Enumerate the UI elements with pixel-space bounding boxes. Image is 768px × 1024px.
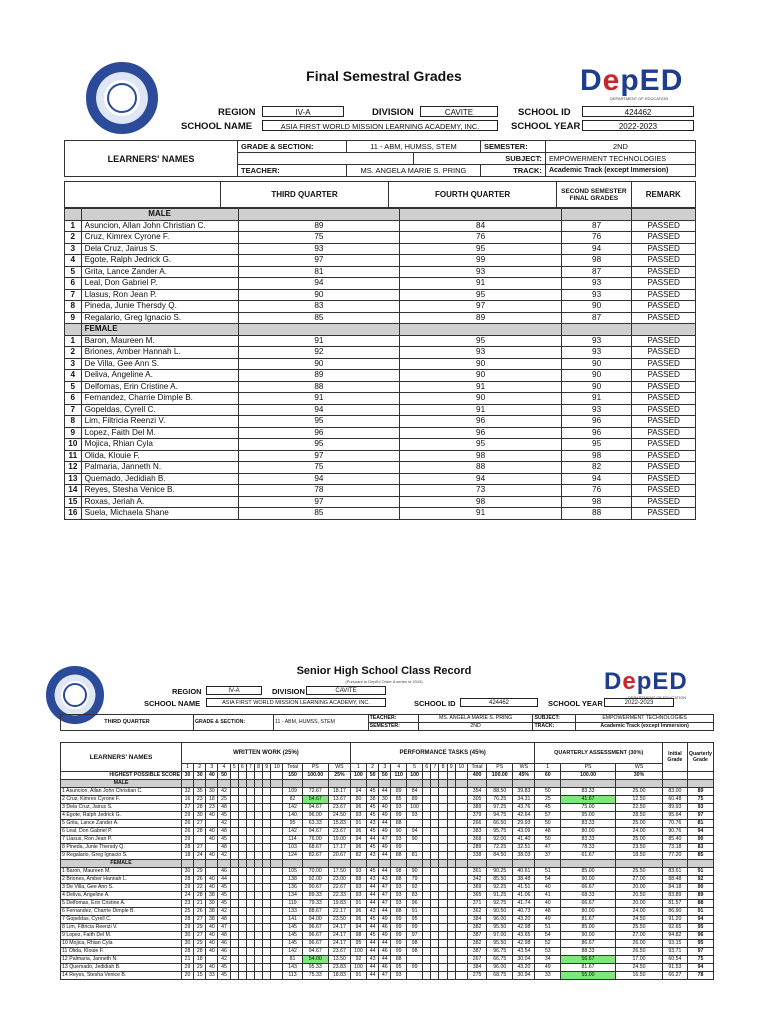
student-name: Gopeldas, Cyrell C.: [81, 404, 238, 416]
student-name: 5 Grita, Lance Zander A.: [61, 820, 182, 828]
remark: PASSED: [632, 243, 696, 255]
final-grade: 93: [561, 335, 631, 347]
section-row: MALE: [61, 780, 714, 788]
student-row: 3 Dela Cruz, Jairus S. 93 95 94 PASSED: [65, 243, 696, 255]
teacher-value: MS. ANGELA MARIE S. PRING: [347, 165, 481, 177]
final-grade: 76: [561, 485, 631, 497]
student-row: 5 Delfomas, Erin Cristine A. 88 91 90 PASSED: [65, 381, 696, 393]
student-name: Reyes, Stesha Venice B.: [81, 485, 238, 497]
record-row: 1 Asuncion, Allan John Christian C. 32 35 30 42 109 72.67 18.17 94 45 44 89 84 354 88.50 39.83 50 83.33 25.00 83.00 89: [61, 788, 714, 796]
student-name: 9 Lopez, Faith Del M.: [61, 932, 182, 940]
page-title: Final Semestral Grades: [306, 68, 462, 84]
third-quarter-grade: 89: [238, 220, 400, 232]
student-name: 3 Dela Cruz, Jairus S.: [61, 804, 182, 812]
school-year-label: SCHOOL YEAR: [511, 121, 581, 132]
fourth-quarter-grade: 96: [400, 416, 562, 428]
student-row: 6 Leal, Don Gabriel P. 94 91 93 PASSED: [65, 278, 696, 290]
fourth-quarter-grade: 95: [400, 335, 562, 347]
third-quarter-grade: 97: [238, 450, 400, 462]
remark: PASSED: [632, 393, 696, 405]
quarter-label: THIRD QUARTER: [61, 715, 194, 731]
final-grade: 91: [561, 393, 631, 405]
school-name-label: SCHOOL NAME: [181, 121, 253, 132]
fourth-quarter-grade: 99: [400, 255, 562, 267]
class-record-header: THIRD QUARTER GRADE & SECTION: 11 - ABM, HUMSS, STEM TEACHER: MS. ANGELA MARIE S. PRING SUBJECT: EMPOWERMENT TECHNOLOGIES SEMESTER: 2ND TRACK: Academic Track (except Immersion): [60, 714, 714, 731]
third-quarter-grade: 89: [238, 370, 400, 382]
record-row: 10 Mojica, Rhian Cyla 30 29 40 46 145 96.67 24.17 95 44 44 99 98 382 95.50 42.98 52 86.67 26.00 93.15 95: [61, 940, 714, 948]
section-row: FEMALE: [65, 324, 696, 336]
third-quarter-grade: 95: [238, 416, 400, 428]
quarterly-assessment-header: QUARTERLY ASSESSMENT (30%): [535, 743, 663, 764]
final-grades-header: SECOND SEMESTER FINAL GRADES: [557, 182, 631, 208]
record-row: 4 Egote, Ralph Jedrick G. 29 30 40 45 140 96.00 24.50 93 45 49 99 93 379 94.75 42.64 57 95.00 28.50 95.64 97: [61, 812, 714, 820]
fourth-quarter-grade: 76: [400, 232, 562, 244]
final-grade: 90: [561, 381, 631, 393]
student-row: 14 Reyes, Stesha Venice B. 78 73 76 PASSED: [65, 485, 696, 497]
student-name: 1 Baron, Maureen M.: [61, 868, 182, 876]
fourth-quarter-grade: 91: [400, 278, 562, 290]
third-quarter-grade: 75: [238, 462, 400, 474]
third-quarter-grade: 90: [238, 358, 400, 370]
remark: PASSED: [632, 462, 696, 474]
student-name: Dela Cruz, Jairus S.: [81, 243, 238, 255]
remark: PASSED: [632, 232, 696, 244]
student-name: Llasus, Ron Jean P.: [81, 289, 238, 301]
student-name: 1 Asuncion, Allan John Christian C.: [61, 788, 182, 796]
fourth-quarter-grade: 96: [400, 427, 562, 439]
third-quarter-grade: 93: [238, 243, 400, 255]
third-quarter-grade: 81: [238, 266, 400, 278]
remark: PASSED: [632, 450, 696, 462]
fourth-quarter-grade: 90: [400, 358, 562, 370]
third-quarter-grade: 94: [238, 473, 400, 485]
fourth-quarter-grade: 89: [400, 312, 562, 324]
student-name: 6 Leal, Don Gabriel P.: [61, 828, 182, 836]
student-row: 13 Quemado, Jedidiah B. 94 94 94 PASSED: [65, 473, 696, 485]
fourth-quarter-grade: 84: [400, 220, 562, 232]
student-row: 15 Roxas, Jeriah A. 97 98 98 PASSED: [65, 496, 696, 508]
third-quarter-grade: 88: [238, 381, 400, 393]
third-quarter-grade: 91: [238, 393, 400, 405]
student-name: 4 Deliva, Angeline A.: [61, 892, 182, 900]
student-name: Regalario, Greg Ignacio S.: [81, 312, 238, 324]
student-row: 1 Asuncion, Allan John Christian C. 89 84 87 PASSED: [65, 220, 696, 232]
record-row: 3 De Villa, Gee Ann S. 29 22 40 45 136 90.67 22.67 93 44 47 93 92 369 92.25 41.51 40 66.67 20.00 84.18 90: [61, 884, 714, 892]
student-row: 16 Suela, Michaela Shane 85 91 88 PASSED: [65, 508, 696, 520]
remark: PASSED: [632, 335, 696, 347]
student-name: Fernandez, Charrie Dimple B.: [81, 393, 238, 405]
remark: PASSED: [632, 416, 696, 428]
fourth-quarter-grade: 93: [400, 347, 562, 359]
student-name: Lim, Filtricia Reenzi V.: [81, 416, 238, 428]
fourth-quarter-grade: 94: [400, 473, 562, 485]
student-name: 2 Briones, Amber Hannah L.: [61, 876, 182, 884]
record-row: 1 Baron, Maureen M. 30 29 46 105 70.00 17.50 93 45 44 98 90 361 90.25 40.61 51 85.00 25.50 83.61 91: [61, 868, 714, 876]
grades-header: LEARNERS' NAMES GRADE & SECTION: 11 - ABM, HUMSS, STEM SEMESTER: 2ND SUBJECT: EMPOWERMENT TECHNOLOGIES TEACHER: MS. ANGELA MARIE S. PRING TRACK: Academic Track (except Immersion): [64, 140, 696, 177]
school-year-value: 2022-2023: [582, 120, 694, 131]
student-name: Lopez, Faith Del M.: [81, 427, 238, 439]
record-row: 5 Delfomas, Erin Cristine A. 23 21 30 45 119 79.33 19.83 91 44 47 93 96 371 92.75 41.74 40 66.67 20.00 81.57 88: [61, 900, 714, 908]
school-id-label: SCHOOL ID: [518, 107, 571, 118]
student-row: 2 Briones, Amber Hannah L. 92 93 93 PASSED: [65, 347, 696, 359]
remark: PASSED: [632, 508, 696, 520]
third-quarter-grade: 94: [238, 404, 400, 416]
student-name: 13 Quemado, Jedidiah B.: [61, 964, 182, 972]
final-grade: 98: [561, 255, 631, 267]
student-row: 6 Fernandez, Charrie Dimple B. 91 90 91 PASSED: [65, 393, 696, 405]
record-row: 9 Lopez, Faith Del M. 30 27 40 48 145 96.67 24.17 98 45 49 99 97 387 97.00 43.65 54 90.00 27.00 94.82 96: [61, 932, 714, 940]
remark: PASSED: [632, 381, 696, 393]
remark-header: REMARK: [631, 182, 695, 208]
class-record-table: LEARNERS' NAMES WRITTEN WORK (25%) PERFORMANCE TASKS (45%) QUARTERLY ASSESSMENT (30%) Initial Grade Quarterly Grade 1 2 3 4 5 6 7 8 9 10 Total PS WS 1 2 3 4 5 6 7 8 9 10 Total PS WS 1 PS WS HIGHEST POSSIBLE SCORE 30 30 40 50 150 100.00 25% 100 50 50 110 100 400 100.00 45% 60 100.00 30% MALE 1 Asuncion, Allan John Christian C. 32 35 30 42 109 72.67 18.17 94 45 44 89 84 354 88.50 39.83 50 83.33 25.00 83.00 89 2 Cruz, Kimrex Cyrone F. 16 23 18 25 82 54.67 13.67 80 38 30 85 89 305 76.25 34.31 25 41.67 12.50 60.48 75 3 Dela Cruz, Jairus S. 27 28 23 48 142 94.67 23.67 96 45 40 93 100 389 97.25 43.76 45 75.00 22.50 89.93 93 4 Egote, Ralph Jedrick G. 29 30 40 45 140 96.00 24.50 93 45 49 99 93 379 94.75 42.64 57 95.00 28.50 95.64 97 5 Grita, Lance Zander A. 26 27 42 95 63.33 15.83 91 43 44 88 266 66.50 29.93 50 83.33 25.00 70.76 81 6 Leal, Don Gabriel P. 26 28 40 48 142 94.67 23.67 96 45 49 90 94 383 95.75 43.09 48 80.00 24.00 90.76 94 7 Llasus, Ron Jean P. 29 40 45 114 76.00 19.00 94 44 47 93 90 368 92.00 41.40 50 83.33 25.00 85.40 90 8 Pineda, Junie Thersdy Q. 28 27 48 103 68.67 17.17 96 45 49 99 289 72.25 32.51 47 78.33 23.50 73.18 83 9 Regalario, Greg Ignacio S. 18 24 40 42 124 82.67 20.67 82 43 44 88 81 338 84.50 38.03 37 61.67 18.50 77.20 85 FEMALE 1 Baron, Maureen M. 30 29 46 105 70.00 17.50 93 45 44 98 90 361 90.25 40.61 51 85.00 25.50 83.61 91 2 Briones, Amber Hannah L. 28 26 40 44 138 92.00 23.00 88 43 43 88 79 342 85.50 38.48 54 90.00 27.00 88.48 92 3 De Villa, Gee Ann S. 29 22 40 45 136 90.67 22.67 93 44 47 93 92 369 92.25 41.51 40 66.67 20.00 84.18 90 4 Deliva, Angeline A. 24 28 38 45 134 89.33 22.33 93 44 47 93 83 365 91.25 41.06 41 68.33 20.50 83.89 89 5 Delfomas, Erin Cristine A. 23 21 30 45 119 79.33 19.83 91 44 47 93 96 371 92.75 41.74 40 66.67 20.00 81.57 88 6 Fernandez, Charrie Dimple B. 25 26 38 42 133 88.67 22.17 96 43 44 88 91 362 90.50 40.73 48 80.00 24.00 86.90 91 7 Gopeldas, Cyrell C. 28 27 38 48 141 94.00 23.50 96 45 49 99 95 384 96.00 43.20 49 81.67 24.50 91.20 94 8 Lim, Filtricia Reenzi V. 29 29 40 47 145 96.67 24.17 94 44 46 99 99 382 95.50 42.98 51 85.00 25.50 92.65 95 9 Lopez, Faith Del M. 30 27 40 48 145 96.67 24.17 98 45 49 99 97 387 97.00 43.65 54 90.00 27.00 94.82 96 10 Mojica, Rhian Cyla 30 29 40 46 145 96.67 24.17 95 44 44 99 98 382 95.50 42.98 52 86.67 26.00 93.15 95 11 Olida, Klouie F. 28 28 40 46 142 94.67 23.67 100 44 46 99 98 387 96.75 43.54 53 88.33 26.50 93.71 97 12 Palmaria, Janneth N. 21 18 42 81 54.00 13.50 92 43 44 88 267 66.75 30.04 34 56.67 17.00 60.54 75 13 Quemado, Jedidiah B. 29 29 40 45 143 95.33 23.83 100 44 46 95 99 384 96.00 43.20 49 81.67 24.50 91.53 94 14 Reyes, Stesha Venice B. 20 15 33 45 113 75.33 18.83 91 44 47 93 275 68.75 30.94 33 55.00 16.50 66.27 78: [60, 742, 714, 980]
student-name: Asuncion, Allan John Christian C.: [81, 220, 238, 232]
fourth-quarter-grade: 90: [400, 370, 562, 382]
student-name: 3 De Villa, Gee Ann S.: [61, 884, 182, 892]
school-id-value: 424462: [582, 106, 694, 117]
record-row: 7 Llasus, Ron Jean P. 29 40 45 114 76.00 19.00 94 44 47 93 90 368 92.00 41.40 50 83.33 25.00 85.40 90: [61, 836, 714, 844]
remark: PASSED: [632, 439, 696, 451]
student-name: 4 Egote, Ralph Jedrick G.: [61, 812, 182, 820]
fourth-quarter-grade: 95: [400, 439, 562, 451]
region-label: REGION: [218, 107, 256, 118]
record-row: 8 Lim, Filtricia Reenzi V. 29 29 40 47 145 96.67 24.17 94 44 46 99 99 382 95.50 42.98 51 85.00 25.50 92.65 95: [61, 924, 714, 932]
performance-tasks-header: PERFORMANCE TASKS (45%): [350, 743, 534, 764]
student-name: Suela, Michaela Shane: [81, 508, 238, 520]
record-row: 4 Deliva, Angeline A. 24 28 38 45 134 89.33 22.33 93 44 47 93 83 365 91.25 41.06 41 68.33 20.50 83.89 89: [61, 892, 714, 900]
third-quarter-grade: 97: [238, 255, 400, 267]
fourth-quarter-grade: 95: [400, 243, 562, 255]
remark: PASSED: [632, 266, 696, 278]
semester-value: 2ND: [545, 141, 695, 153]
student-name: Pineda, Junie Thersdy Q.: [81, 301, 238, 313]
school-name-value: ASIA FIRST WORLD MISSION LEARNING ACADEMY, INC.: [262, 120, 498, 131]
fourth-quarter-grade: 90: [400, 393, 562, 405]
third-quarter-grade: 97: [238, 496, 400, 508]
final-grade: 82: [561, 462, 631, 474]
third-quarter-grade: 91: [238, 335, 400, 347]
fourth-quarter-grade: 97: [400, 301, 562, 313]
record-row: 3 Dela Cruz, Jairus S. 27 28 23 48 142 94.67 23.67 96 45 40 93 100 389 97.25 43.76 45 75.00 22.50 89.93 93: [61, 804, 714, 812]
remark: PASSED: [632, 301, 696, 313]
column-headers: [64, 181, 696, 208]
subject-value: EMPOWERMENT TECHNOLOGIES: [545, 153, 695, 165]
student-name: 6 Fernandez, Charrie Dimple B.: [61, 908, 182, 916]
student-row: 12 Palmaria, Janneth N. 75 88 82 PASSED: [65, 462, 696, 474]
final-grade: 93: [561, 278, 631, 290]
student-row: 2 Cruz, Kimrex Cyrone F. 75 76 76 PASSED: [65, 232, 696, 244]
third-quarter-header: THIRD QUARTER: [220, 182, 388, 208]
student-name: 2 Cruz, Kimrex Cyrone F.: [61, 796, 182, 804]
record-row: 12 Palmaria, Janneth N. 21 18 42 81 54.00 13.50 92 43 44 88 267 66.75 30.04 34 56.67 17.00 60.54 75: [61, 956, 714, 964]
written-work-header: WRITTEN WORK (25%): [182, 743, 351, 764]
final-grade: 96: [561, 416, 631, 428]
fourth-quarter-grade: 88: [400, 462, 562, 474]
division-value: CAVITE: [420, 106, 498, 117]
deped-logo-2: DepED DEPARTMENT OF EDUCATION: [604, 668, 688, 700]
student-row: 7 Gopeldas, Cyrell C. 94 91 93 PASSED: [65, 404, 696, 416]
student-name: Mojica, Rhian Cyla: [81, 439, 238, 451]
student-row: 7 Llasus, Ron Jean P. 90 95 93 PASSED: [65, 289, 696, 301]
student-name: 10 Mojica, Rhian Cyla: [61, 940, 182, 948]
student-name: Grita, Lance Zander A.: [81, 266, 238, 278]
student-row: 5 Grita, Lance Zander A. 81 93 87 PASSED: [65, 266, 696, 278]
student-name: Palmaria, Janneth N.: [81, 462, 238, 474]
student-row: 9 Regalario, Greg Ignacio S. 85 89 87 PASSED: [65, 312, 696, 324]
student-name: Quemado, Jedidiah B.: [81, 473, 238, 485]
student-name: Briones, Amber Hannah L.: [81, 347, 238, 359]
class-record-title: Senior High School Class Record: [296, 665, 472, 677]
section-row: MALE: [65, 209, 696, 221]
student-name: 11 Olida, Klouie F.: [61, 948, 182, 956]
remark: PASSED: [632, 496, 696, 508]
final-grade: 90: [561, 370, 631, 382]
third-quarter-grade: 75: [238, 232, 400, 244]
division-label: DIVISION: [372, 107, 414, 118]
third-quarter-grade: 83: [238, 301, 400, 313]
student-name: Cruz, Kimrex Cyrone F.: [81, 232, 238, 244]
student-name: Delfomas, Erin Cristine A.: [81, 381, 238, 393]
final-grade: 90: [561, 358, 631, 370]
final-grade: 94: [561, 473, 631, 485]
remark: PASSED: [632, 312, 696, 324]
final-grade: 93: [561, 347, 631, 359]
student-name: Roxas, Jeriah A.: [81, 496, 238, 508]
student-row: 9 Lopez, Faith Del M. 96 96 96 PASSED: [65, 427, 696, 439]
final-grade: 95: [561, 439, 631, 451]
record-row: 13 Quemado, Jedidiah B. 29 29 40 45 143 95.33 23.83 100 44 46 95 99 384 96.00 43.20 49 81.67 24.50 91.53 94: [61, 964, 714, 972]
final-grade: 96: [561, 427, 631, 439]
student-name: 8 Pineda, Junie Thersdy Q.: [61, 844, 182, 852]
student-name: 5 Delfomas, Erin Cristine A.: [61, 900, 182, 908]
third-quarter-grade: 94: [238, 278, 400, 290]
record-row: 2 Cruz, Kimrex Cyrone F. 16 23 18 25 82 54.67 13.67 80 38 30 85 89 305 76.25 34.31 25 41.67 12.50 60.48 75: [61, 796, 714, 804]
student-name: Olida, Klouie F.: [81, 450, 238, 462]
student-name: Baron, Maureen M.: [81, 335, 238, 347]
grade-section-value: 11 - ABM, HUMSS, STEM: [347, 141, 481, 153]
record-row: 7 Gopeldas, Cyrell C. 28 27 38 48 141 94.00 23.50 96 45 49 99 95 384 96.00 43.20 49 81.67 24.50 91.20 94: [61, 916, 714, 924]
remark: PASSED: [632, 427, 696, 439]
record-row: 5 Grita, Lance Zander A. 26 27 42 95 63.33 15.83 91 43 44 88 266 66.50 29.93 50 83.33 25.00 70.76 81: [61, 820, 714, 828]
third-quarter-grade: 90: [238, 289, 400, 301]
remark: PASSED: [632, 473, 696, 485]
final-grade: 90: [561, 301, 631, 313]
third-quarter-grade: 78: [238, 485, 400, 497]
section-row: FEMALE: [61, 860, 714, 868]
final-grade: 98: [561, 496, 631, 508]
fourth-quarter-grade: 91: [400, 381, 562, 393]
record-row: 14 Reyes, Stesha Venice B. 20 15 33 45 113 75.33 18.83 91 44 47 93 275 68.75 30.94 33 55.00 16.50 66.27 78: [61, 972, 714, 980]
third-quarter-grade: 92: [238, 347, 400, 359]
student-row: 11 Olida, Klouie F. 97 98 98 PASSED: [65, 450, 696, 462]
final-grade: 76: [561, 232, 631, 244]
remark: PASSED: [632, 255, 696, 267]
region-value: IV-A: [262, 106, 344, 117]
student-row: 3 De Villa, Gee Ann S. 90 90 90 PASSED: [65, 358, 696, 370]
third-quarter-grade: 96: [238, 427, 400, 439]
fourth-quarter-grade: 73: [400, 485, 562, 497]
third-quarter-grade: 85: [238, 508, 400, 520]
final-grade: 88: [561, 508, 631, 520]
student-name: 7 Llasus, Ron Jean P.: [61, 836, 182, 844]
learners-names-header: LEARNERS' NAMES: [65, 141, 238, 177]
fourth-quarter-grade: 98: [400, 450, 562, 462]
third-quarter-grade: 95: [238, 439, 400, 451]
student-name: 8 Lim, Filtricia Reenzi V.: [61, 924, 182, 932]
student-row: 4 Deliva, Angeline A. 89 90 90 PASSED: [65, 370, 696, 382]
student-name: 14 Reyes, Stesha Venice B.: [61, 972, 182, 980]
record-row: 2 Briones, Amber Hannah L. 28 26 40 44 138 92.00 23.00 88 43 43 88 79 342 85.50 38.48 54 90.00 27.00 88.48 92: [61, 876, 714, 884]
student-row: 10 Mojica, Rhian Cyla 95 95 95 PASSED: [65, 439, 696, 451]
student-name: Deliva, Angeline A.: [81, 370, 238, 382]
remark: PASSED: [632, 278, 696, 290]
final-grade: 87: [561, 266, 631, 278]
student-name: De Villa, Gee Ann S.: [81, 358, 238, 370]
fourth-quarter-header: FOURTH QUARTER: [389, 182, 557, 208]
final-grade: 87: [561, 220, 631, 232]
final-grade: 93: [561, 404, 631, 416]
record-row: 9 Regalario, Greg Ignacio S. 18 24 40 42 124 82.67 20.67 82 43 44 88 81 338 84.50 38.03 37 61.67 18.50 77.20 85: [61, 852, 714, 860]
deped-logo: DepED DEPARTMENT OF EDUCATION: [580, 64, 684, 101]
student-row: 8 Pineda, Junie Thersdy Q. 83 97 90 PASSED: [65, 301, 696, 313]
student-row: 1 Baron, Maureen M. 91 95 93 PASSED: [65, 335, 696, 347]
record-row: 6 Fernandez, Charrie Dimple B. 25 26 38 42 133 88.67 22.17 96 43 44 88 91 362 90.50 40.73 48 80.00 24.00 86.90 91: [61, 908, 714, 916]
student-name: Leal, Don Gabriel P.: [81, 278, 238, 290]
student-name: 7 Gopeldas, Cyrell C.: [61, 916, 182, 924]
remark: PASSED: [632, 220, 696, 232]
remark: PASSED: [632, 370, 696, 382]
track-value: Academic Track (except Immersion): [545, 165, 695, 177]
fourth-quarter-grade: 91: [400, 404, 562, 416]
final-grade: 93: [561, 289, 631, 301]
fourth-quarter-grade: 93: [400, 266, 562, 278]
final-grade: 98: [561, 450, 631, 462]
student-row: 4 Egote, Ralph Jedrick G. 97 99 98 PASSED: [65, 255, 696, 267]
final-grade: 94: [561, 243, 631, 255]
record-row: 11 Olida, Klouie F. 28 28 40 46 142 94.67 23.67 100 44 46 99 98 387 96.75 43.54 53 88.33 26.50 93.71 97: [61, 948, 714, 956]
final-grade: 87: [561, 312, 631, 324]
student-row: 8 Lim, Filtricia Reenzi V. 95 96 96 PASSED: [65, 416, 696, 428]
class-record-subtitle: (Pursuant to DepEd Order 8 series of 2015): [345, 679, 423, 684]
remark: PASSED: [632, 485, 696, 497]
remark: PASSED: [632, 289, 696, 301]
remark: PASSED: [632, 404, 696, 416]
student-name: 9 Regalario, Greg Ignacio S.: [61, 852, 182, 860]
third-quarter-grade: 85: [238, 312, 400, 324]
grades-table: [64, 208, 696, 520]
record-row: 6 Leal, Don Gabriel P. 26 28 40 48 142 94.67 23.67 96 45 49 90 94 383 95.75 43.09 48 80.00 24.00 90.76 94: [61, 828, 714, 836]
fourth-quarter-grade: 95: [400, 289, 562, 301]
fourth-quarter-grade: 91: [400, 508, 562, 520]
student-name: Egote, Ralph Jedrick G.: [81, 255, 238, 267]
remark: PASSED: [632, 358, 696, 370]
remark: PASSED: [632, 347, 696, 359]
fourth-quarter-grade: 98: [400, 496, 562, 508]
record-row: 8 Pineda, Junie Thersdy Q. 28 27 48 103 68.67 17.17 96 45 49 99 289 72.25 32.51 47 78.33 23.50 73.18 83: [61, 844, 714, 852]
student-name: 12 Palmaria, Janneth N.: [61, 956, 182, 964]
